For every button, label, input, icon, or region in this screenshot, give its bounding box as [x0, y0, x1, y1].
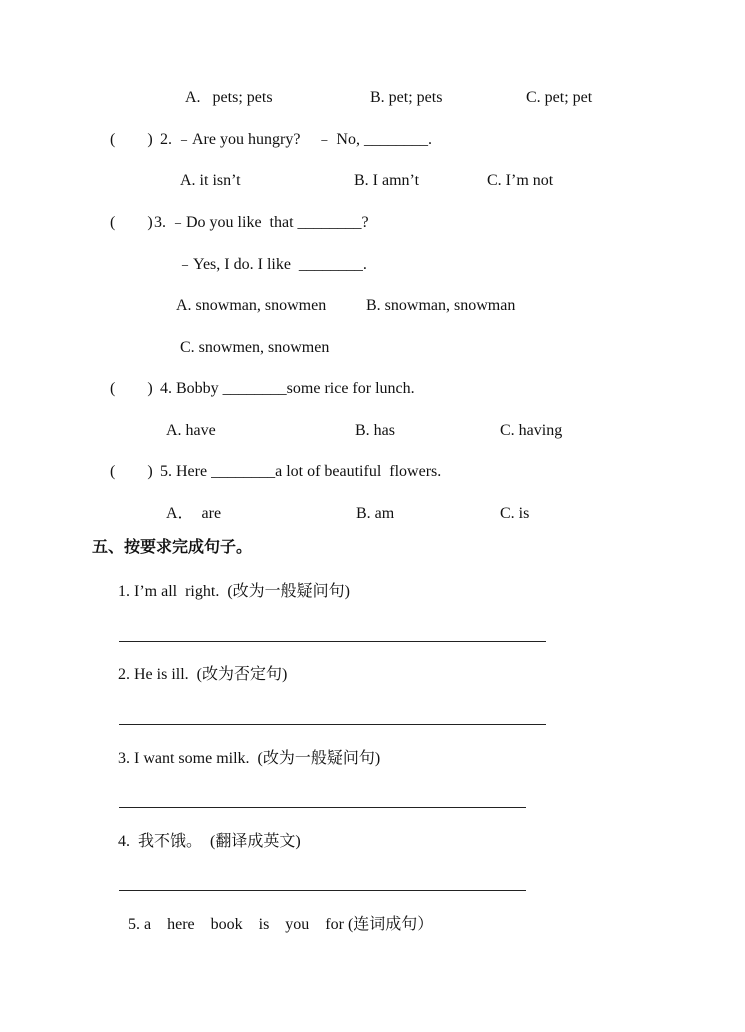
s5-item-2: 2. He is ill. (改为否定句)	[118, 666, 288, 683]
q2-question: 2. ﹣Are you hungry? ﹣ No, ________.	[160, 131, 432, 148]
s5-item-4: 4. 我不饿。 (翻译成英文)	[118, 833, 301, 850]
s5-answer-line-1[interactable]	[119, 641, 546, 642]
q4-question: 4. Bobby ________some rice for lunch.	[160, 380, 415, 397]
section5-heading: 五、按要求完成句子。	[92, 537, 253, 556]
q4-option-b: B. has	[355, 422, 395, 439]
s5-answer-line-4[interactable]	[119, 890, 526, 891]
q4-answer-paren: ( )	[110, 380, 153, 397]
q2-option-b: B. I amn’t	[354, 172, 420, 189]
q3-option-c: C. snowmen, snowmen	[180, 339, 330, 356]
s5-item-1: 1. I’m all right. (改为一般疑问句)	[118, 583, 350, 600]
q5-option-c: C. is	[500, 505, 530, 522]
q3-option-a: A. snowman, snowmen	[176, 297, 327, 314]
q3-question: 3. ﹣Do you like that ________?	[154, 214, 369, 231]
q5-option-a: A． are	[166, 505, 222, 522]
s5-item-5: 5. a here book is you for (连词成句）	[128, 916, 434, 933]
q3-option-b: B. snowman, snowman	[366, 297, 516, 314]
q4-option-a: A. have	[166, 422, 216, 439]
q5-option-b: B. am	[356, 505, 395, 522]
q4-option-c: C. having	[500, 422, 563, 439]
q5-answer-paren: ( )	[110, 463, 153, 480]
q1-option-c: C. pet; pet	[526, 89, 593, 106]
q3-answer-paren: ( )	[110, 214, 153, 231]
s5-item-3: 3. I want some milk. (改为一般疑问句)	[118, 750, 381, 767]
q5-question: 5. Here ________a lot of beautiful flowers.	[160, 463, 442, 480]
q1-option-a: A. pets; pets	[185, 89, 273, 106]
s5-answer-line-2[interactable]	[119, 724, 546, 725]
q3-answer-line: ﹣Yes, I do. I like ________.	[177, 256, 367, 273]
q2-answer-paren: ( )	[110, 131, 153, 148]
s5-answer-line-3[interactable]	[119, 807, 526, 808]
q1-option-b: B. pet; pets	[370, 89, 443, 106]
q2-option-a: A. it isn’t	[180, 172, 241, 189]
q2-option-c: C. I’m not	[487, 172, 554, 189]
